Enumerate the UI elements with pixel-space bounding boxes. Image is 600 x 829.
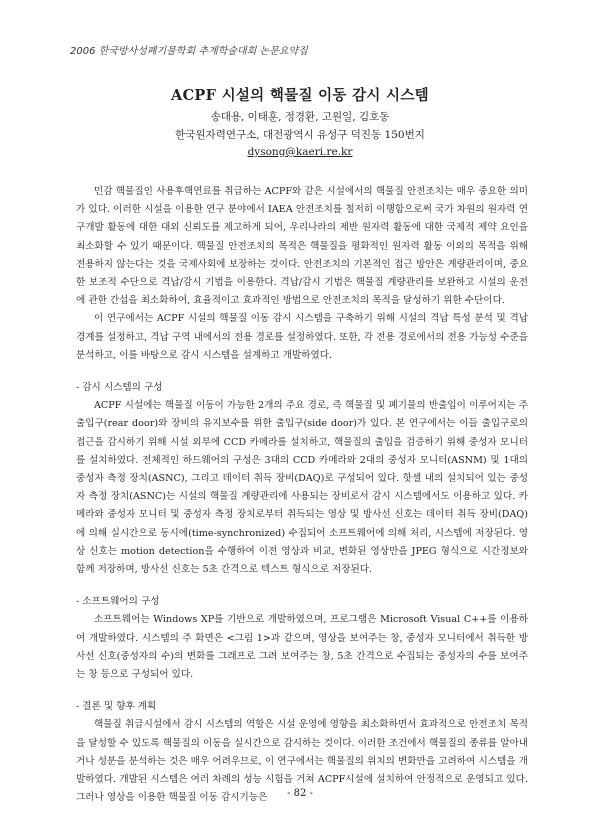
page-number: - 82 - <box>287 788 313 799</box>
paper-title: ACPF 시설의 핵물질 이동 감시 시스템 <box>171 87 429 104</box>
section-paragraph-conclusion: 핵물질 취급시설에서 감시 시스템의 역할은 시설 운영에 영향을 최소화하면서 효과적으로 안전조치 목적을 달성할 수 있도록 핵물질의 이동을 실시간으로 감시하는 것이다. 이러한 조건에서 핵물질의 종류를 알아내거나 성분을 분석하는 것은 매우 어려우므로, 이 연구에서는 핵물질의 위치의 변화만을 고려하여 시스템을 개발하였다. 개발된 시스템은 여러 차례의 성능 시험을 거쳐 ACPF시설에 설치하여 안정적으로 운영되고 있다. 그러나 영상을 이용한 핵물질 이동 감시기능은 <box>76 719 528 804</box>
intro-paragraph-2: 이 연구에서는 ACPF 시설의 핵물질 이동 감시 시스템을 구축하기 위해 시설의 격납 특성 분석 및 격납 경계를 설정하고, 격납 구역 내에서의 전용 경로를 설정하였다. 또한, 각 전용 경로에서의 전용 가능성 수준을 분석하고, 이를 바탕으로 감시 시스템을 설계하고 개발하였다. <box>76 313 528 361</box>
email-link[interactable]: dysong@kaeri.re.kr <box>247 146 353 158</box>
running-header: 2006 한국방사성폐기물학회 추계학술대회 논문요약집 <box>70 46 308 57</box>
author-list: 송대용, 이태훈, 정경환, 고원일, 김호동 <box>210 111 390 123</box>
section-heading-conclusion: - 결론 및 향후 계획 <box>76 701 157 713</box>
affiliation: 한국원자력연구소, 대전광역시 유성구 덕진동 150번지 <box>175 129 425 141</box>
paper-body <box>76 183 528 808</box>
section-paragraph-monitoring-system: ACPF 시설에는 핵물질 이동이 가능한 2개의 주요 경로, 즉 핵물질 및 폐기물의 반출입이 이루어지는 주 출입구(rear door)와 장비의 유지보수를 위한 출입구(side door)가 있다. 본 연구에서는 이들 출입구로의 접근을 감시하기 위해 시설 외부에 CCD 카메라를 설치하고, 핵물질의 출입을 검증하기 위해 중성자 모니터를 설치하였다. 전체적인 하드웨어의 구성은 3대의 CCD 카메라와 2대의 중성자 모니터(ASNM) 및 1대의 중성자 측정 장치(ASNC), 그리고 데이터 취득 장비(DAQ)로 구성되어 있다. 핫셀 내의 설치되어 있는 중성자 측정 장치(ASNC)는 시설의 핵물질 계량관리에 사용되는 장비로서 감시 시스템에서도 이용하고 있다. 카메라와 중성자 모니터 및 중성자 측정 장치로부터 취득되는 영상 및 방사선 신호는 데이터 취득 장비(DAQ)에 의해 실시간으로 동시에(time-synchronized) 수집되어 소프트웨어에 의해 처리, 시스템에 저장된다. 영상 신호는 motion detection을 수행하여 이전 영상과 비교, 변화된 영상만을 JPEG 형식으로 시간정보와 함께 저장하며, 방사선 신호는 5초 간격으로 텍스트 형식으로 저장된다. <box>76 400 528 576</box>
section-paragraph-software: 소프트웨어는 Windows XP를 기반으로 개발하였으며, 프로그램은 Microsoft Visual C++를 이용하여 개발하였다. 시스템의 주 화면은 <그림 1>과 같으며, 영상을 보여주는 창, 중성자 모니터에서 취득한 방사선 신호(중성자의 수)의 변화를 그래프로 그려 보여주는 창, 5초 간격으로 수집되는 중성자의 수를 보여주는 창 등으로 구성되어 있다. <box>76 614 528 681</box>
section-heading-monitoring-system: - 감시 시스템의 구성 <box>76 382 163 394</box>
section-heading-software: - 소프트웨어의 구성 <box>76 596 160 608</box>
intro-paragraph-1: 민감 핵물질인 사용후핵연료를 취급하는 ACPF와 같은 시설에서의 핵물질 안전조치는 매우 중요한 의미가 있다. 이러한 시설을 이용한 연구 분야에서 IAEA 안전조치를 철저히 이행함으로써 국가 차원의 원자력 연구개발 활동에 대한 대외 신뢰도를 제고하게 되어, 우리나라의 제반 원자력 활동에 대한 국제적 제약 요인을 최소화할 수 있기 때문이다. 핵물질 안전조치의 목적은 핵물질을 평화적인 원자력 활동 이외의 목적을 위해 전용하지 않는다는 것을 국제사회에 보장하는 것이다. 안전조치의 기본적인 접근 방안은 계량관리이며, 중요한 보조적 수단으로 격납/감시 기법을 이용한다. 격납/감시 기법은 핵물질 계량관리를 보완하고 시설의 운전에 관한 간섭을 최소화하여, 효율적이고 효과적인 방법으로 안전조치의 목적을 달성하기 위한 수단이다. <box>76 186 528 307</box>
author-email <box>0 146 600 158</box>
